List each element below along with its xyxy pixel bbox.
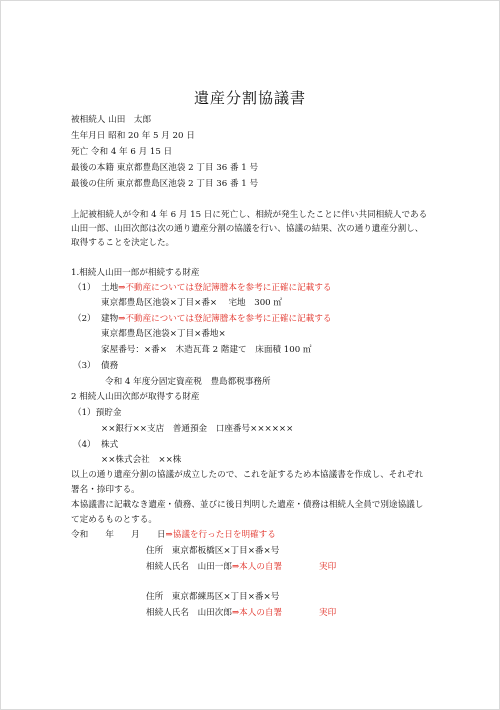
heir1-sign-note: ⇒本人の自署	[231, 562, 283, 572]
s1-item2-note: ⇒不動産については登記簿謄本を参考に正確に記載する	[118, 314, 332, 324]
closing-line-2: 署名・捺印する。	[71, 485, 140, 495]
s1-item1-num: （1）	[73, 283, 96, 293]
intro-line-3: 取得することを決定した。	[71, 238, 175, 248]
s1-item2-detail1: 東京都豊島区池袋×丁目×番地×	[101, 329, 226, 339]
heir2-sign-note: ⇒本人の自署	[231, 608, 283, 618]
closing-line-4: て定めるものとする。	[71, 515, 157, 525]
decedent-death: 死亡 令和 4 年 6 月 15 日	[71, 147, 173, 157]
s2-item1-num: （1）預貯金	[73, 408, 122, 418]
heir2-name-row	[146, 609, 282, 618]
s1-item2-num: （2）	[73, 314, 96, 324]
date-row	[71, 531, 276, 540]
date-text: 令和 年 月 日	[71, 530, 166, 540]
s1-item1-note: ⇒不動産については登記簿謄本を参考に正確に記載する	[118, 283, 332, 293]
heir2-seal: 実印	[319, 608, 337, 618]
heir2-address: 住所 東京都練馬区×丁目×番×号	[146, 592, 280, 602]
date-note: ⇒協議を行った日を明確する	[165, 530, 276, 540]
s2-item4-label: 株式	[101, 440, 119, 450]
s2-item4-num: （4）	[73, 440, 96, 450]
heir2-name: 相続人氏名 山田次郎	[146, 608, 232, 618]
s1-item3-num: （3）	[73, 361, 96, 371]
decedent-address: 最後の住所 東京都豊島区池袋 2 丁目 36 番 1 号	[71, 179, 259, 189]
closing-line-1: 以上の通り遺産分割の協議が成立したので、これを証するため本協議書を作成し、それぞれ	[71, 470, 424, 480]
s2-item1-detail: ××銀行××支店 普通預金 口座番号××××××	[101, 424, 294, 434]
heir1-address: 住所 東京都板橋区×丁目×番×号	[146, 546, 280, 556]
s1-item1-row	[101, 284, 331, 293]
decedent-name: 被相続人 山田 太郎	[71, 115, 152, 125]
decedent-birth: 生年月日 昭和 20 年 5 月 20 日	[71, 131, 195, 141]
decedent-domicile: 最後の本籍 東京都豊島区池袋 2 丁目 36 番 1 号	[71, 163, 259, 173]
intro-line-1: 上記被相続人が令和 4 年 6 月 15 日に死亡し、相続が発生したことに伴い共同相続人である	[71, 210, 428, 220]
s1-item3-detail: 令和 4 年度分固定資産税 豊島都税事務所	[105, 377, 271, 387]
s1-item2-label: 建物	[101, 314, 119, 324]
intro-line-2: 山田一郎、山田次郎は次の通り遺産分割の協議を行い、協議の結果、次の通り遺産分割し、	[71, 224, 424, 234]
document-title: 遺産分割協議書	[193, 89, 306, 107]
s1-item3-label: 債務	[101, 361, 119, 371]
section1-heading: 1.相続人山田一郎が相続する財産	[71, 268, 200, 278]
heir1-seal: 実印	[319, 562, 337, 572]
s2-item4-detail: ××株式会社 ××株	[101, 455, 182, 465]
heir1-name: 相続人氏名 山田一郎	[146, 562, 232, 572]
s1-item2-row	[101, 315, 331, 324]
s1-item1-detail: 東京都豊島区池袋×丁目×番× 宅地 300 ㎡	[101, 298, 282, 308]
section2-heading: 2 相続人山田次郎が取得する財産	[71, 392, 200, 402]
s1-item1-label: 土地	[101, 283, 119, 293]
s1-item2-detail2: 家屋番号：×番× 木造瓦葺 2 階建て 床面積 100 ㎡	[101, 345, 312, 355]
heir1-name-row	[146, 563, 282, 572]
closing-line-3: 本協議書に記載なき遺産・債務、並びに後日判明した遺産・債務は相続人全員で別途協議し	[71, 500, 424, 510]
